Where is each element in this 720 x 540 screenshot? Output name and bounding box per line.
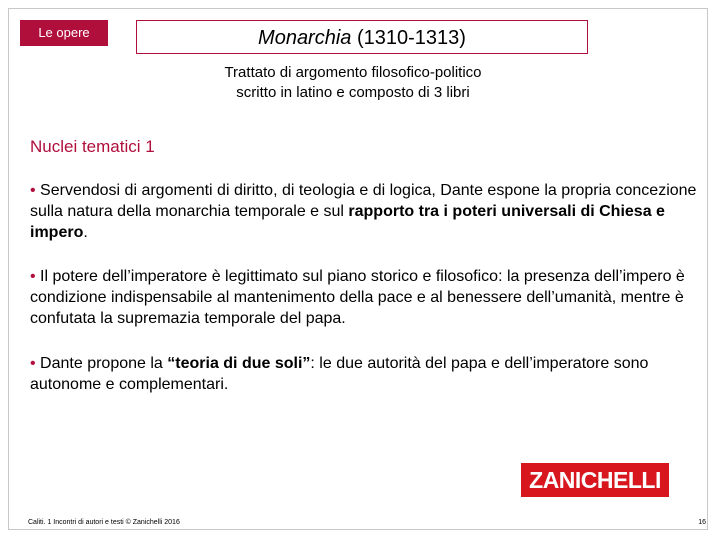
title-italic: Monarchia	[258, 27, 352, 49]
section-tab: Le opere	[20, 20, 108, 46]
bullet-item	[30, 180, 702, 243]
bullet-text: Servendosi di argomenti di diritto, di teologia e di logica, Dante espone la propria concezione sulla natura della monarchia temporale e sul	[30, 182, 697, 220]
section-heading: Nuclei tematici 1	[30, 137, 155, 156]
bullet-marker: •	[30, 182, 36, 199]
bullet-item	[30, 266, 702, 329]
bullet-text: Dante propone la	[35, 355, 168, 372]
bullet-marker: •	[30, 268, 36, 285]
page-number: 16	[698, 519, 706, 526]
bullet-marker: •	[30, 355, 36, 372]
slide-subtitle	[140, 63, 566, 103]
slide-title	[136, 20, 588, 54]
subtitle-line-1: Trattato di argomento filosofico-politico	[224, 64, 482, 81]
publisher-logo: ZANICHELLI	[521, 463, 669, 497]
bullet-text: Il potere dell’imperatore è legittimato sul piano storico e filosofico: la presenza dell’impero è condizione indispensabile al mantenimento della pace e al benessere dell’umanità, mentre è confutata la supremazia temporale del papa.	[30, 268, 685, 327]
bullet-bold-text: rapporto tra i poteri universali di Chiesa e impero	[30, 203, 665, 241]
bullet-bold-text: “teoria di due soli”	[167, 355, 311, 372]
footer-credit: Caliti. 1 Incontri di autori e testi © Zanichelli 2016	[28, 519, 180, 526]
bullet-text-end: .	[83, 224, 88, 241]
bullet-item	[30, 353, 702, 395]
subtitle-line-2: scritto in latino e composto di 3 libri	[236, 84, 470, 101]
bullet-text-end: : le due autorità del papa e dell’imperatore sono autonome e complementari.	[30, 355, 649, 393]
title-dates: (1310-1313)	[351, 27, 466, 49]
